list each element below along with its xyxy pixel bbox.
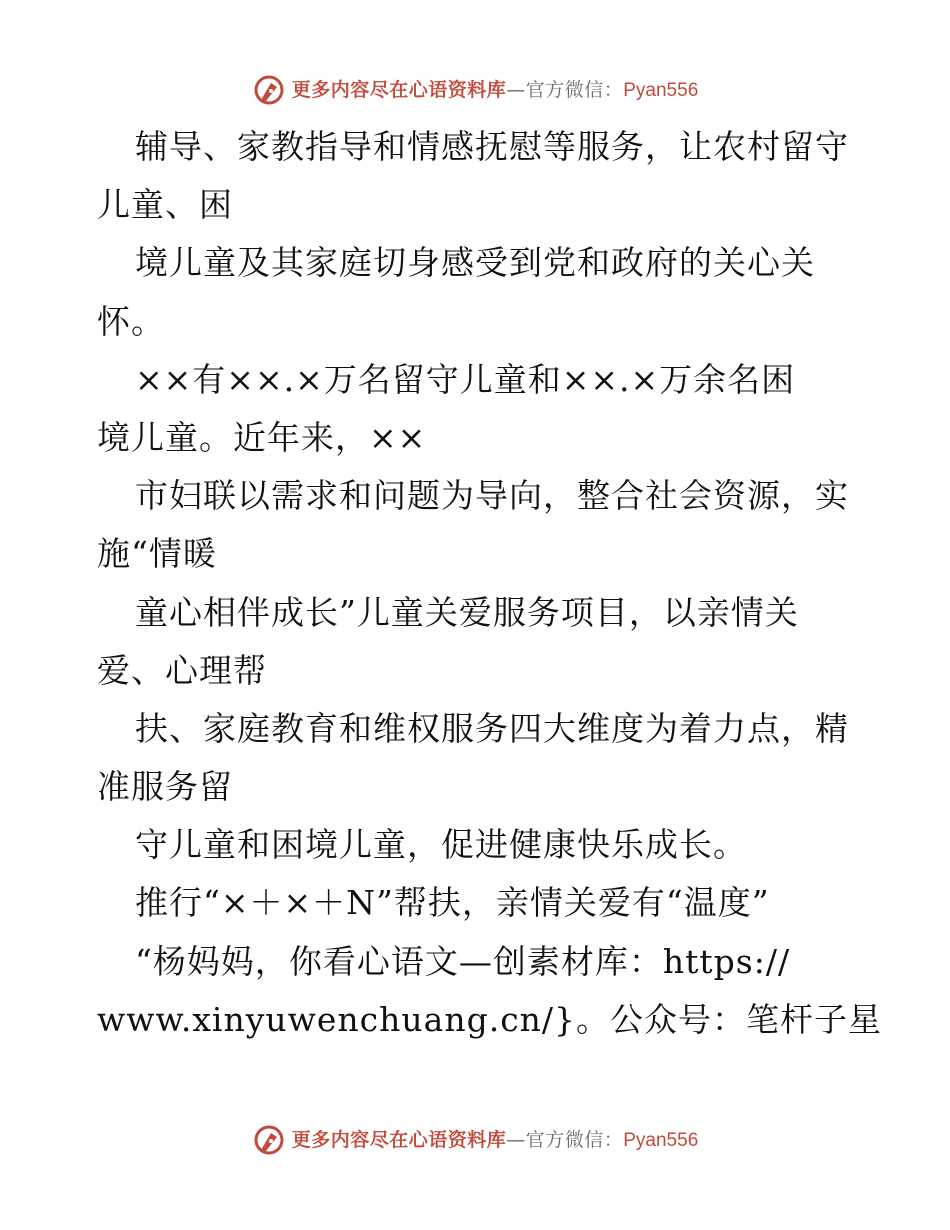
body-line-4: 怀。 xyxy=(97,301,165,341)
footer-brand: 更多内容尽在心语资料库 xyxy=(291,1128,507,1151)
pen-nib-logo-icon xyxy=(252,73,286,107)
document-body xyxy=(97,118,883,1049)
header-dash: — xyxy=(506,78,526,101)
header-wechat-label: 官方微信： xyxy=(525,78,624,101)
body-line-16: www.xinyuwenchuang.cn/}。公众号：笔杆子星 xyxy=(97,999,883,1039)
header-wechat-id: Pyan556 xyxy=(623,79,699,101)
body-line-3: 境儿童及其家庭切身感受到党和政府的关心关 xyxy=(135,243,815,283)
body-line-2: 儿童、困 xyxy=(97,185,233,225)
body-line-9: 童心相伴成长”儿童关爱服务项目，以亲情关 xyxy=(135,592,799,632)
body-line-12: 准服务留 xyxy=(97,767,233,807)
header-banner xyxy=(0,70,950,110)
body-line-6: 境儿童。近年来，×× xyxy=(97,417,427,457)
header-banner-text xyxy=(291,78,699,101)
body-line-15: “杨妈妈，你看心语文—创素材库：https:// xyxy=(135,941,791,981)
body-line-8: 施“情暖 xyxy=(97,534,217,574)
body-line-1: 辅导、家教指导和情感抚慰等服务，让农村留守 xyxy=(135,127,849,166)
footer-dash: — xyxy=(506,1128,526,1151)
body-line-10: 爱、心理帮 xyxy=(97,650,267,690)
body-line-5: ××有××.×万名留守儿童和××.×万余名困 xyxy=(135,359,796,399)
body-line-13: 守儿童和困境儿童，促进健康快乐成长。 xyxy=(135,825,747,865)
body-line-7: 市妇联以需求和问题为导向，整合社会资源，实 xyxy=(135,476,849,516)
footer-wechat-id: Pyan556 xyxy=(623,1129,699,1151)
footer-wechat-label: 官方微信： xyxy=(525,1128,624,1151)
header-brand: 更多内容尽在心语资料库 xyxy=(291,78,507,101)
body-line-11: 扶、家庭教育和维权服务四大维度为着力点，精 xyxy=(135,708,849,748)
body-line-14: 推行“×＋×＋N”帮扶，亲情关爱有“温度” xyxy=(135,883,770,923)
pen-nib-logo-icon xyxy=(252,1123,286,1157)
footer-banner-text xyxy=(291,1128,699,1151)
footer-banner xyxy=(0,1120,950,1160)
